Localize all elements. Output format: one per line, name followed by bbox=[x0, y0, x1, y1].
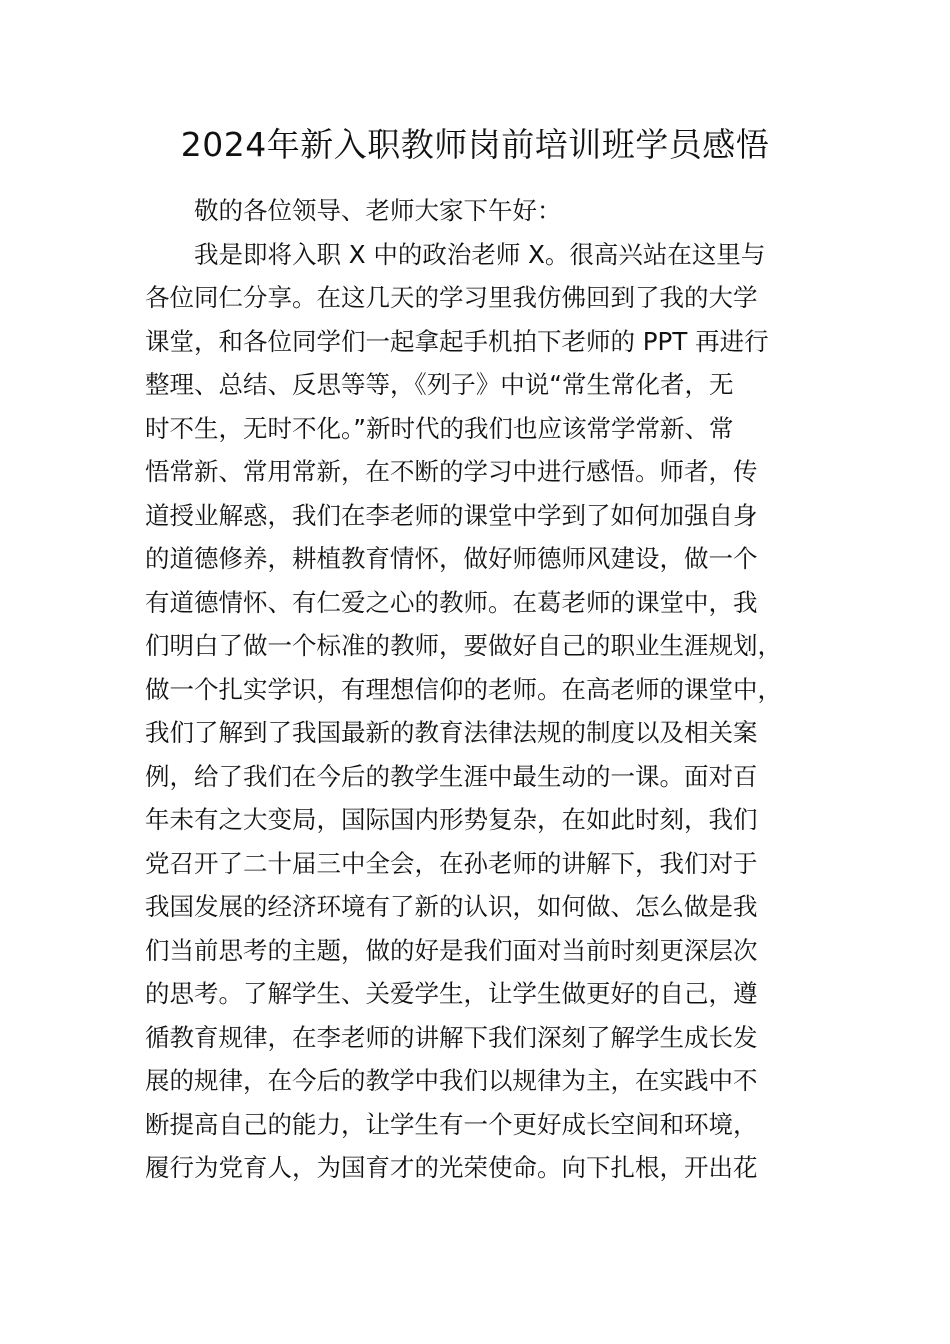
paragraph-line: 做一个扎实学识，有理想信仰的老师。在高老师的课堂中， bbox=[145, 674, 782, 704]
paragraph-line: 课堂，和各位同学们一起拿起手机拍下老师的 PPT 再进行 bbox=[145, 326, 769, 356]
paragraph-line: 的思考。了解学生、关爱学生，让学生做更好的自己，遵 bbox=[145, 979, 758, 1008]
paragraph-line: 我们了解到了我国最新的教育法律法规的制度以及相关案 bbox=[145, 718, 758, 747]
paragraph-line: 们当前思考的主题，做的好是我们面对当前时刻更深层次 bbox=[145, 935, 758, 965]
document-title: 2024年新入职教师岗前培训班学员感悟 bbox=[180, 125, 770, 164]
paragraph-line: 年未有之大变局，国际国内形势复杂，在如此时刻，我们 bbox=[145, 805, 758, 834]
paragraph-line: 循教育规律，在李老师的讲解下我们深刻了解学生成长发 bbox=[145, 1022, 758, 1052]
paragraph-line: 道授业解惑，我们在李老师的课堂中学到了如何加强自身 bbox=[145, 500, 758, 530]
paragraph-line: 悟常新、常用常新，在不断的学习中进行感悟。师者，传 bbox=[145, 457, 758, 486]
greeting-line: 敬的各位领导、老师大家下午好： bbox=[194, 196, 562, 225]
paragraph-line: 例，给了我们在今后的教学生涯中最生动的一课。面对百 bbox=[145, 761, 758, 791]
paragraph-line: 我是即将入职 X 中的政治老师 X。很高兴站在这里与 bbox=[194, 239, 766, 269]
paragraph-line: 断提高自己的能力，让学生有一个更好成长空间和环境， bbox=[145, 1109, 758, 1139]
paragraph-line: 的道德修养，耕植教育情怀，做好师德师风建设，做一个 bbox=[145, 544, 758, 573]
paragraph-line: 有道德情怀、有仁爱之心的教师。在葛老师的课堂中，我 bbox=[145, 587, 758, 617]
paragraph-line: 我国发展的经济环境有了新的认识，如何做、怎么做是我 bbox=[145, 892, 758, 921]
document-body bbox=[145, 189, 815, 1190]
paragraph-line: 党召开了二十届三中全会，在孙老师的讲解下，我们对于 bbox=[145, 848, 758, 878]
paragraph-line: 整理、总结、反思等等，《列子》中说“常生常化者，无 bbox=[145, 370, 734, 399]
paragraph-line: 们明白了做一个标准的教师，要做好自己的职业生涯规划， bbox=[145, 631, 782, 660]
paragraph-line: 展的规律，在今后的教学中我们以规律为主，在实践中不 bbox=[145, 1066, 758, 1095]
paragraph-line: 时不生，无时不化。”新时代的我们也应该常学常新、常 bbox=[145, 413, 734, 443]
paragraph-line: 各位同仁分享。在这几天的学习里我仿佛回到了我的大学 bbox=[145, 283, 758, 312]
paragraph-line: 履行为党育人，为国育才的光荣使命。向下扎根，开出花 bbox=[145, 1153, 758, 1182]
